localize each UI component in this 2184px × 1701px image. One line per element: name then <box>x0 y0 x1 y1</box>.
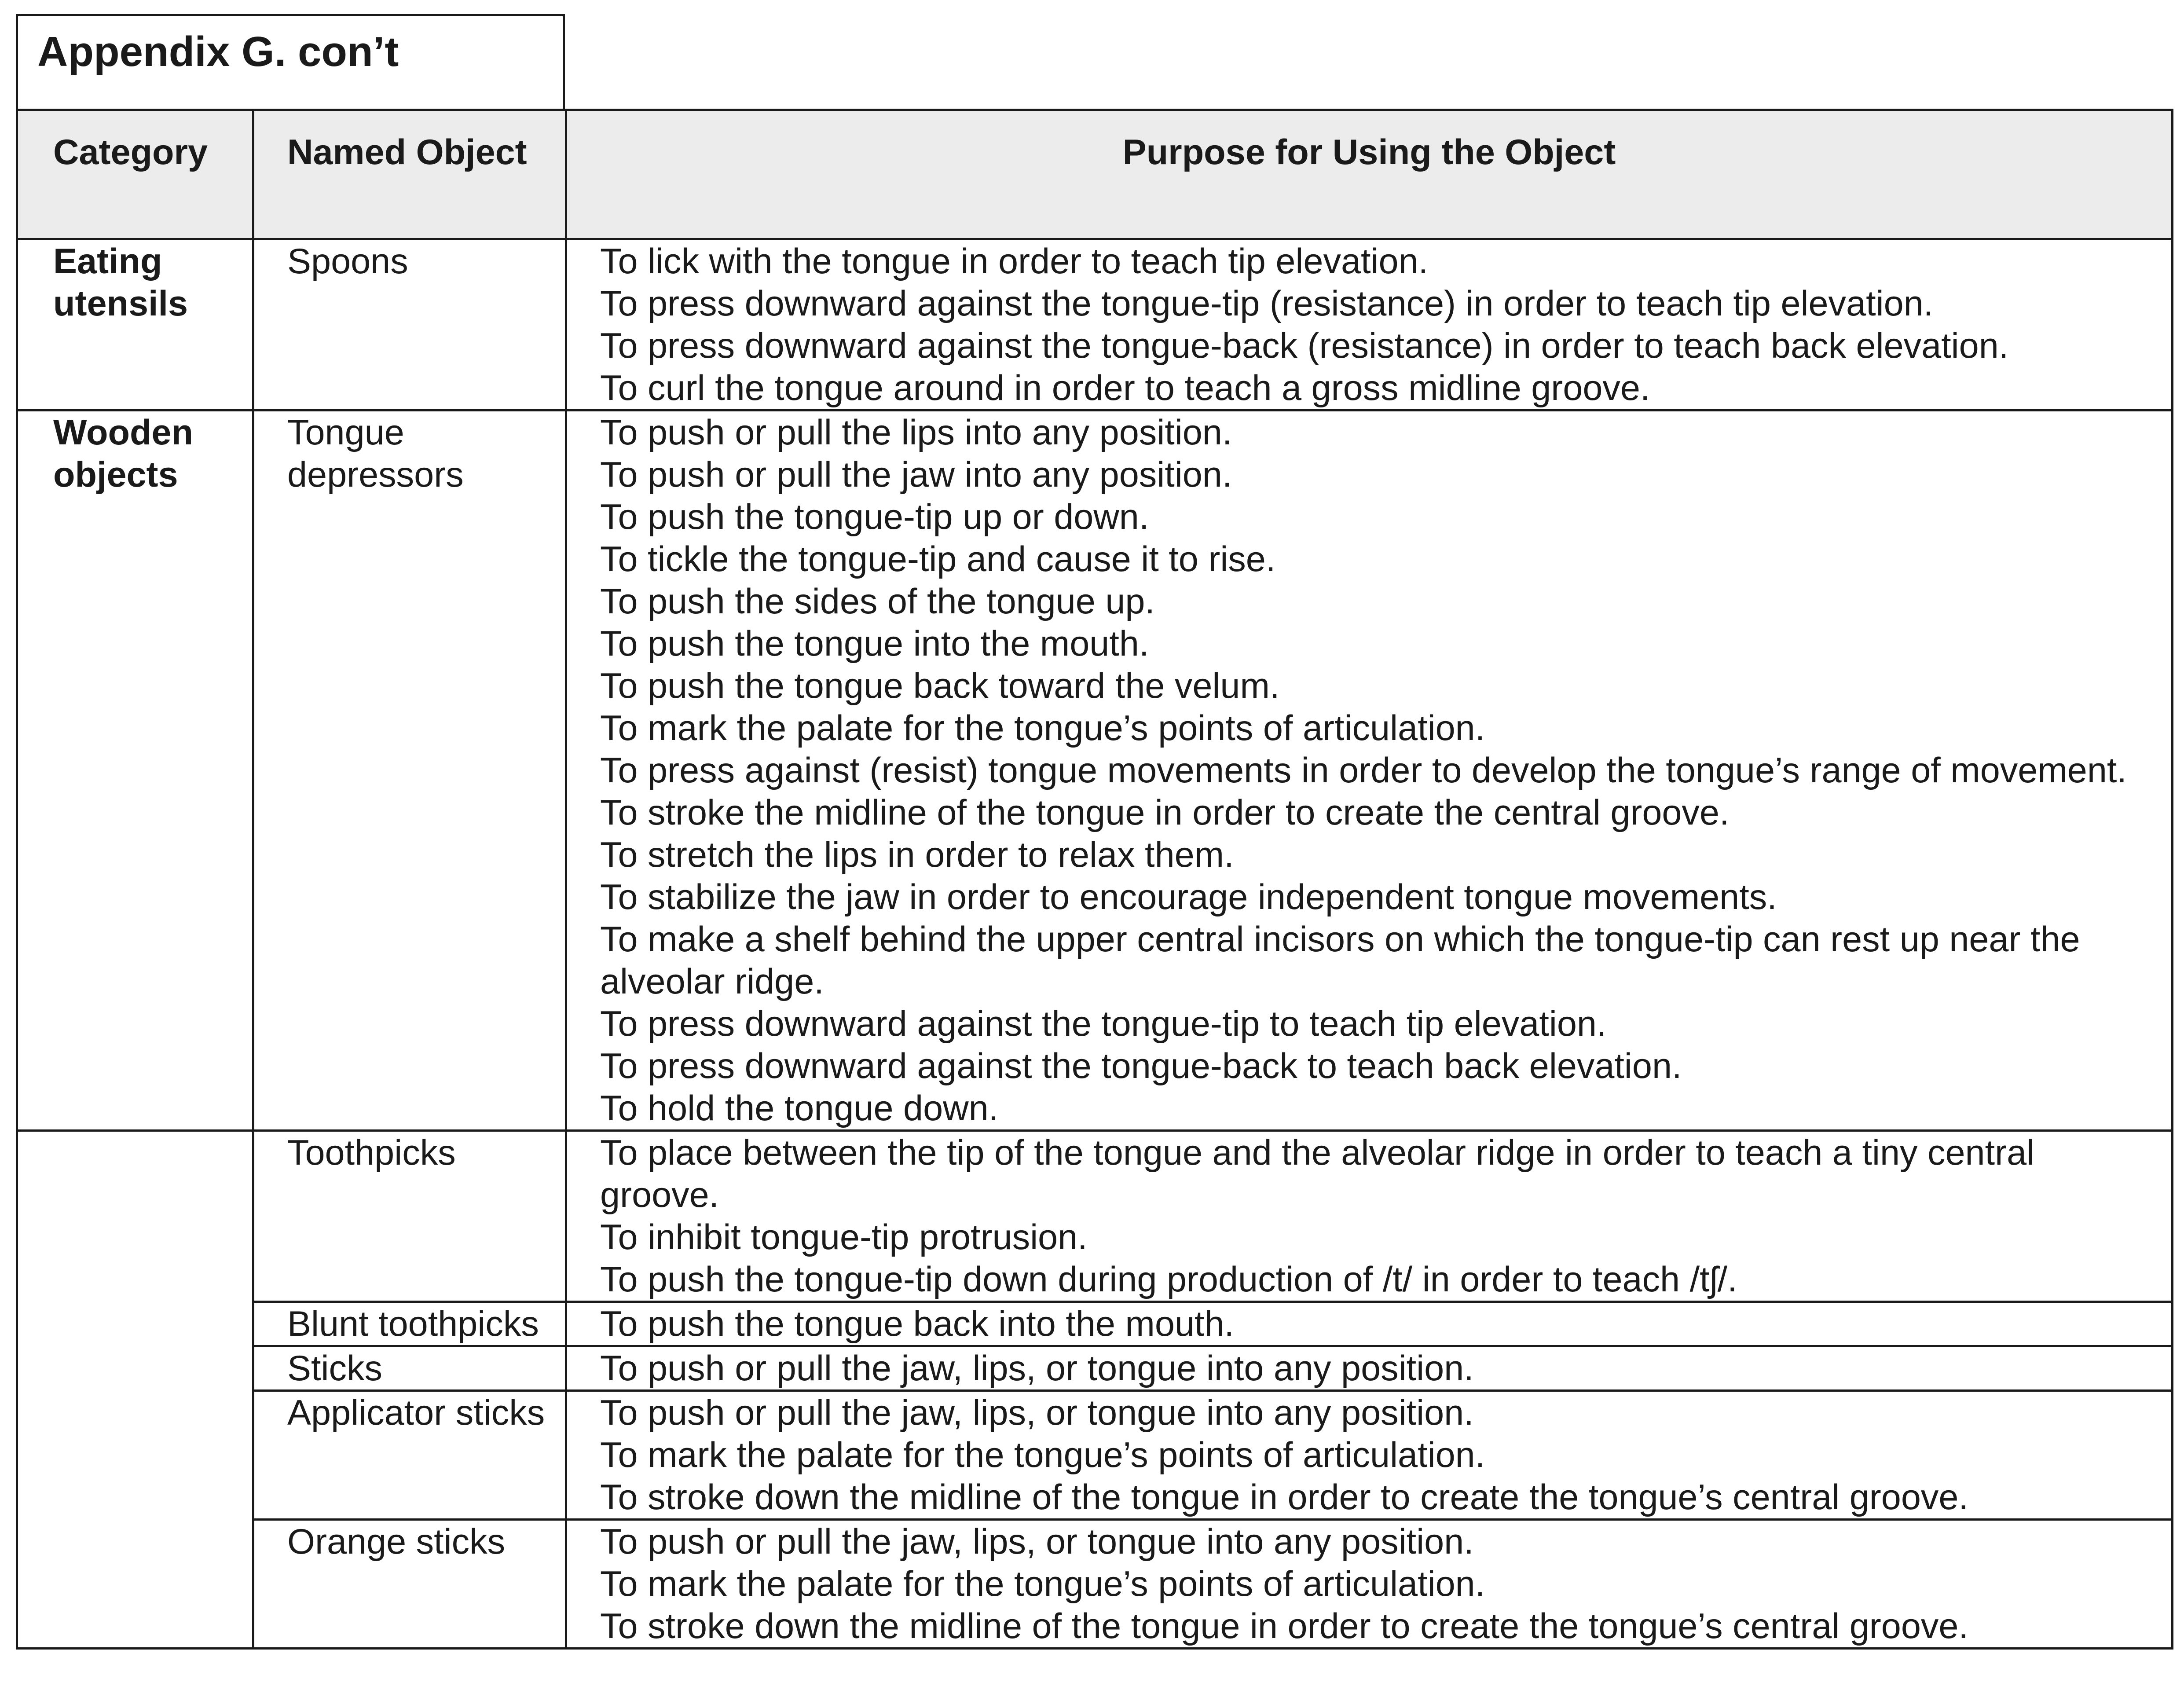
purpose-line: To lick with the tongue in order to teach tip elevation. <box>600 242 1429 281</box>
header-purpose: Purpose for Using the Object <box>566 110 2173 239</box>
object-cell: Spoons <box>253 239 566 411</box>
purpose-line: To push the tongue-tip up or down. <box>600 497 1149 537</box>
category-cell: Wooden objects <box>17 411 253 1131</box>
purpose-cell <box>566 1520 2173 1649</box>
table-row <box>17 239 2173 411</box>
purpose-line: To curl the tongue around in order to teach a gross midline groove. <box>600 368 1650 408</box>
object-cell: Sticks <box>253 1346 566 1391</box>
appendix-title-box <box>16 14 565 109</box>
purpose-cell <box>566 239 2173 411</box>
purpose-line: To stroke down the midline of the tongue in order to create the tongue’s central groove. <box>600 1606 1968 1646</box>
purpose-line: To push the tongue back toward the velum. <box>600 666 1280 706</box>
purpose-line: To push the tongue into the mouth. <box>600 624 1149 664</box>
purpose-line: To tickle the tongue-tip and cause it to rise. <box>600 539 1276 579</box>
purpose-line: To inhibit tongue-tip protrusion. <box>600 1217 1088 1257</box>
purpose-line: To mark the palate for the tongue’s points of articulation. <box>600 708 1485 748</box>
purpose-line: To place between the tip of the tongue and the alveolar ridge in order to teach a tiny central groove. <box>600 1133 2035 1215</box>
category-cell-empty <box>17 1131 253 1649</box>
appendix-title: Appendix G. con’t <box>37 28 399 75</box>
purpose-line: To stabilize the jaw in order to encourage independent tongue movements. <box>600 877 1777 917</box>
purpose-line: To stretch the lips in order to relax them. <box>600 835 1234 875</box>
table-row <box>17 1302 2173 1346</box>
purpose-line: To push the tongue back into the mouth. <box>600 1304 1234 1344</box>
purpose-line: To press downward against the tongue-tip (resistance) in order to teach tip elevation. <box>600 284 1934 323</box>
purpose-line: To press against (resist) tongue movements in order to develop the tongue’s range of movement. <box>600 751 2127 790</box>
purpose-line: To press downward against the tongue-back to teach back elevation. <box>600 1046 1682 1086</box>
purpose-cell <box>566 411 2173 1131</box>
table-row <box>17 1520 2173 1649</box>
purpose-line: To stroke down the midline of the tongue in order to create the tongue’s central groove. <box>600 1477 1968 1517</box>
header-category: Category <box>17 110 253 239</box>
purpose-cell <box>566 1391 2173 1520</box>
purpose-line: To hold the tongue down. <box>600 1089 999 1128</box>
purpose-line: To push the tongue-tip down during production of /t/ in order to teach /tʃ/. <box>600 1260 1737 1299</box>
purpose-line: To mark the palate for the tongue’s points of articulation. <box>600 1564 1485 1604</box>
table-row <box>17 411 2173 1131</box>
purpose-line: To push the sides of the tongue up. <box>600 582 1155 621</box>
purpose-cell <box>566 1131 2173 1302</box>
table-row <box>17 1391 2173 1520</box>
header-named-object: Named Object <box>253 110 566 239</box>
object-cell: Tongue depressors <box>253 411 566 1131</box>
purpose-cell <box>566 1302 2173 1346</box>
purpose-line: To mark the palate for the tongue’s points of articulation. <box>600 1435 1485 1475</box>
object-cell: Orange sticks <box>253 1520 566 1649</box>
object-cell: Toothpicks <box>253 1131 566 1302</box>
purpose-line: To make a shelf behind the upper central incisors on which the tongue-tip can rest up near the alveolar ridge. <box>600 920 2080 1001</box>
purpose-line: To press downward against the tongue-back (resistance) in order to teach back elevation. <box>600 326 2009 366</box>
purpose-line: To push or pull the jaw into any position. <box>600 455 1232 495</box>
purpose-line: To push or pull the lips into any position. <box>600 413 1232 452</box>
objects-table <box>16 109 2173 1650</box>
purpose-cell <box>566 1346 2173 1391</box>
purpose-line: To push or pull the jaw, lips, or tongue into any position. <box>600 1349 1474 1388</box>
purpose-line: To push or pull the jaw, lips, or tongue into any position. <box>600 1522 1474 1562</box>
purpose-line: To push or pull the jaw, lips, or tongue into any position. <box>600 1393 1474 1433</box>
header-row <box>17 110 2173 239</box>
purpose-line: To press downward against the tongue-tip to teach tip elevation. <box>600 1004 1607 1044</box>
table-row <box>17 1131 2173 1302</box>
category-cell: Eating utensils <box>17 239 253 411</box>
object-cell: Applicator sticks <box>253 1391 566 1520</box>
object-cell: Blunt toothpicks <box>253 1302 566 1346</box>
purpose-line: To stroke the midline of the tongue in order to create the central groove. <box>600 793 1730 832</box>
table-row <box>17 1346 2173 1391</box>
